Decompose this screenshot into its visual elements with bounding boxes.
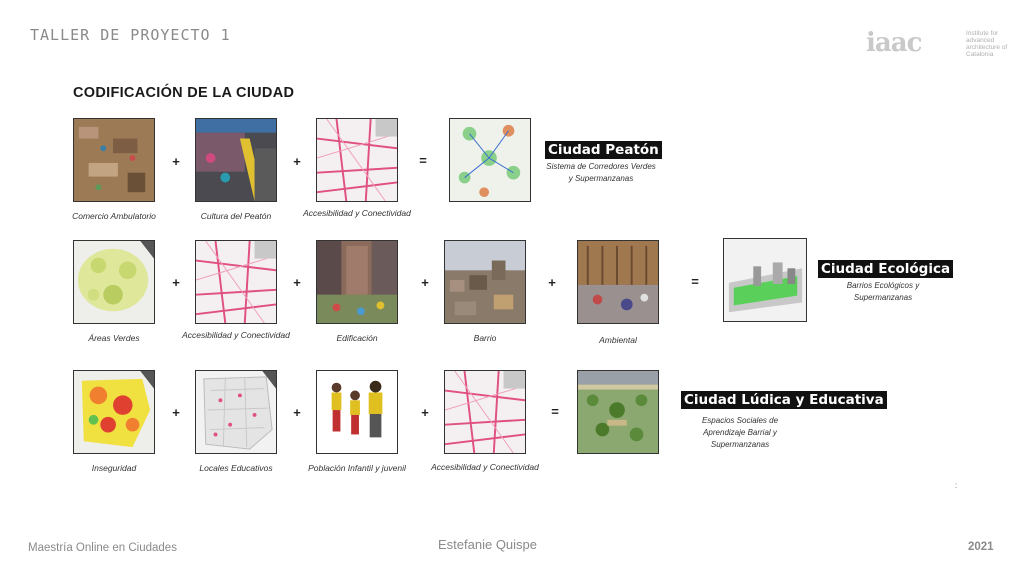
buildings-image [316,240,398,324]
equals-operator: = [419,153,427,168]
logo-mark: iaac [866,28,922,58]
youth-population-image [316,370,398,454]
footer-author: Estefanie Quispe [438,537,538,552]
accessibility-map-image [444,370,526,454]
course-title: TALLER DE PROYECTO 1 [30,26,231,44]
caption-barrio: Barrio [473,333,497,343]
caption-accesibilidad-2: Accesibilidad y Conectividad [182,330,290,340]
result-subtitle-ciudad-ludica: Espacios Sociales de Aprendizaje Barrial y Supermanzanas [701,416,779,449]
plus-operator: + [172,275,180,290]
result-title-ciudad-peaton: Ciudad Peatón [545,141,662,159]
logo-text: Institute for advanced architecture of Catalonia [966,30,1008,58]
accessibility-map-image [195,240,277,324]
caption-inseguridad: Inseguridad [91,463,137,473]
equals-operator: = [551,404,559,419]
caption-poblacion-infantil: Población Infantil y juvenil [308,463,406,473]
result-subtitle-ciudad-ecologica: Barrios Ecológicos y Supermanzanas [846,281,920,302]
neighborhood-image [444,240,526,324]
environment-image [577,240,659,324]
educational-locations-map [195,370,277,454]
caption-areas-verdes: Áreas Verdes [88,333,140,343]
plus-operator: + [293,275,301,290]
result-title-ciudad-ecologica: Ciudad Ecológica [818,260,953,278]
street-market-image [73,118,155,202]
plus-operator: + [548,275,556,290]
ecological-city-render [723,238,807,322]
caption-cultura-del-peaton: Cultura del Peatón [200,211,272,221]
pedestrian-culture-image [195,118,277,202]
plus-operator: + [172,154,180,169]
section-title: CODIFICACIÓN DE LA CIUDAD [73,85,295,101]
iaac-logo [866,28,1008,62]
pedestrian-city-map [449,118,531,202]
misc-mark: : [955,481,958,490]
plus-operator: + [421,405,429,420]
result-subtitle-ciudad-peaton: Sistema de Corredores Verdes y Supermanzanas [546,162,656,183]
caption-accesibilidad-3: Accesibilidad y Conectividad [431,462,539,472]
plus-operator: + [172,405,180,420]
caption-ambiental: Ambiental [599,335,637,345]
caption-accesibilidad-1: Accesibilidad y Conectividad [303,208,411,218]
caption-comercio-ambulatorio: Comercio Ambulatorio [72,211,156,221]
result-title-ciudad-ludica: Ciudad Lúdica y Educativa [681,391,887,409]
caption-locales-educativos: Locales Educativos [199,463,273,473]
insecurity-heatmap [73,370,155,454]
plus-operator: + [421,275,429,290]
equals-operator: = [691,274,699,289]
footer-program: Maestría Online en Ciudades [28,542,177,554]
green-areas-map [73,240,155,324]
plus-operator: + [293,405,301,420]
plus-operator: + [293,154,301,169]
footer-year: 2021 [968,541,994,553]
ludic-city-render [577,370,659,454]
accessibility-map-image [316,118,398,202]
caption-edificacion: Edificación [336,333,378,343]
